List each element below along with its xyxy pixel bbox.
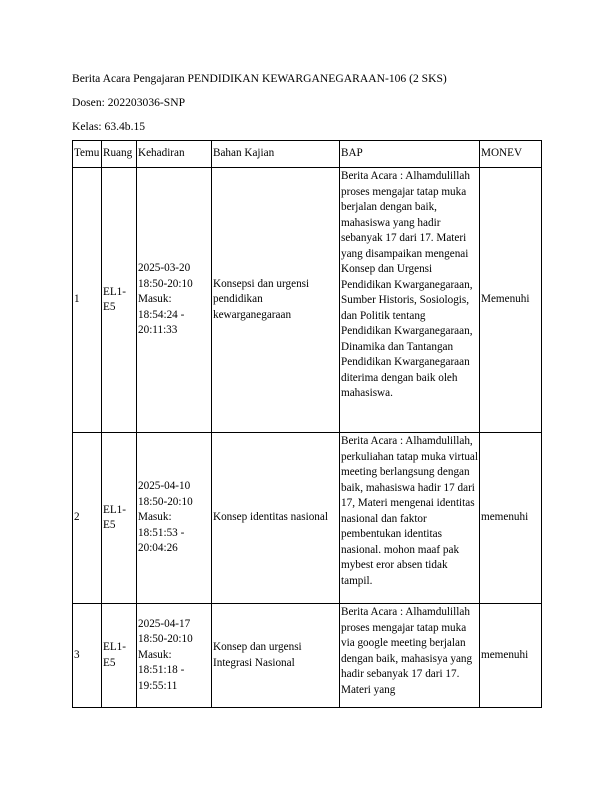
column-header-bahan-kajian: Bahan Kajian: [212, 141, 340, 168]
cell-temu: 2: [73, 433, 102, 604]
cell-bahan-kajian: Konsepsi dan urgensi pendidikan kewarganegaraan: [212, 168, 340, 433]
cell-monev: Memenuhi: [480, 168, 542, 433]
cell-ruang: EL1-E5: [102, 433, 137, 604]
cell-kehadiran: 2025-04-10 18:50-20:10 Masuk: 18:51:53 - 20:04:26: [137, 433, 212, 604]
cell-temu: 3: [73, 604, 102, 708]
cell-bahan-kajian: Konsep identitas nasional: [212, 433, 340, 604]
cell-temu: 1: [73, 168, 102, 433]
cell-kehadiran: 2025-04-17 18:50-20:10 Masuk: 18:51:18 - 19:55:11: [137, 604, 212, 708]
table-row: [73, 168, 542, 433]
table-header-row: [73, 141, 542, 168]
column-header-temu: Temu: [73, 141, 102, 168]
cell-bap: Berita Acara : Alhamdulillah proses mengajar tatap muka via google meeting berjalan dengan baik, mahasisya yang hadir sebanyak 17 dari 17. Materi yang: [340, 604, 480, 708]
table-row: [73, 604, 542, 708]
cell-bap: Berita Acara : Alhamdulillah proses mengajar tatap muka berjalan dengan baik, mahasiswa yang hadir sebanyak 17 dari 17. Materi yang disampaikan mengenai Konsep dan Urgensi Pendidikan Kwarganegaraan, Sumber Historis, Sosiologis, dan Politik tentang Pendidikan Kwarganegaraan, Dinamika dan Tantangan Pendidikan Kwarganegaraan diterima dengan baik oleh mahasiswa.: [340, 168, 480, 433]
column-header-ruang: Ruang: [102, 141, 137, 168]
cell-ruang: EL1-E5: [102, 604, 137, 708]
document-title: Berita Acara Pengajaran PENDIDIKAN KEWARGANEGARAAN-106 (2 SKS): [72, 72, 447, 85]
column-header-bap: BAP: [340, 141, 480, 168]
cell-bahan-kajian: Konsep dan urgensi Integrasi Nasional: [212, 604, 340, 708]
cell-ruang: EL1-E5: [102, 168, 137, 433]
attendance-table: [72, 140, 542, 708]
class-line: Kelas: 63.4b.15: [72, 120, 146, 133]
column-header-kehadiran: Kehadiran: [137, 141, 212, 168]
table-row: [73, 433, 542, 604]
cell-kehadiran: 2025-03-20 18:50-20:10 Masuk: 18:54:24 - 20:11:33: [137, 168, 212, 433]
cell-monev: memenuhi: [480, 433, 542, 604]
cell-bap: Berita Acara : Alhamdulillah, perkuliahan tatap muka virtual meeting berlangsung dengan baik, mahasiswa hadir 17 dari 17, Materi mengenai identitas nasional dan faktor pembentukan identitas nasional. mohon maaf pak mybest eror absen tidak tampil.: [340, 433, 480, 604]
cell-monev: memenuhi: [480, 604, 542, 708]
column-header-monev: MONEV: [480, 141, 542, 168]
lecturer-line: Dosen: 202203036-SNP: [72, 96, 186, 109]
